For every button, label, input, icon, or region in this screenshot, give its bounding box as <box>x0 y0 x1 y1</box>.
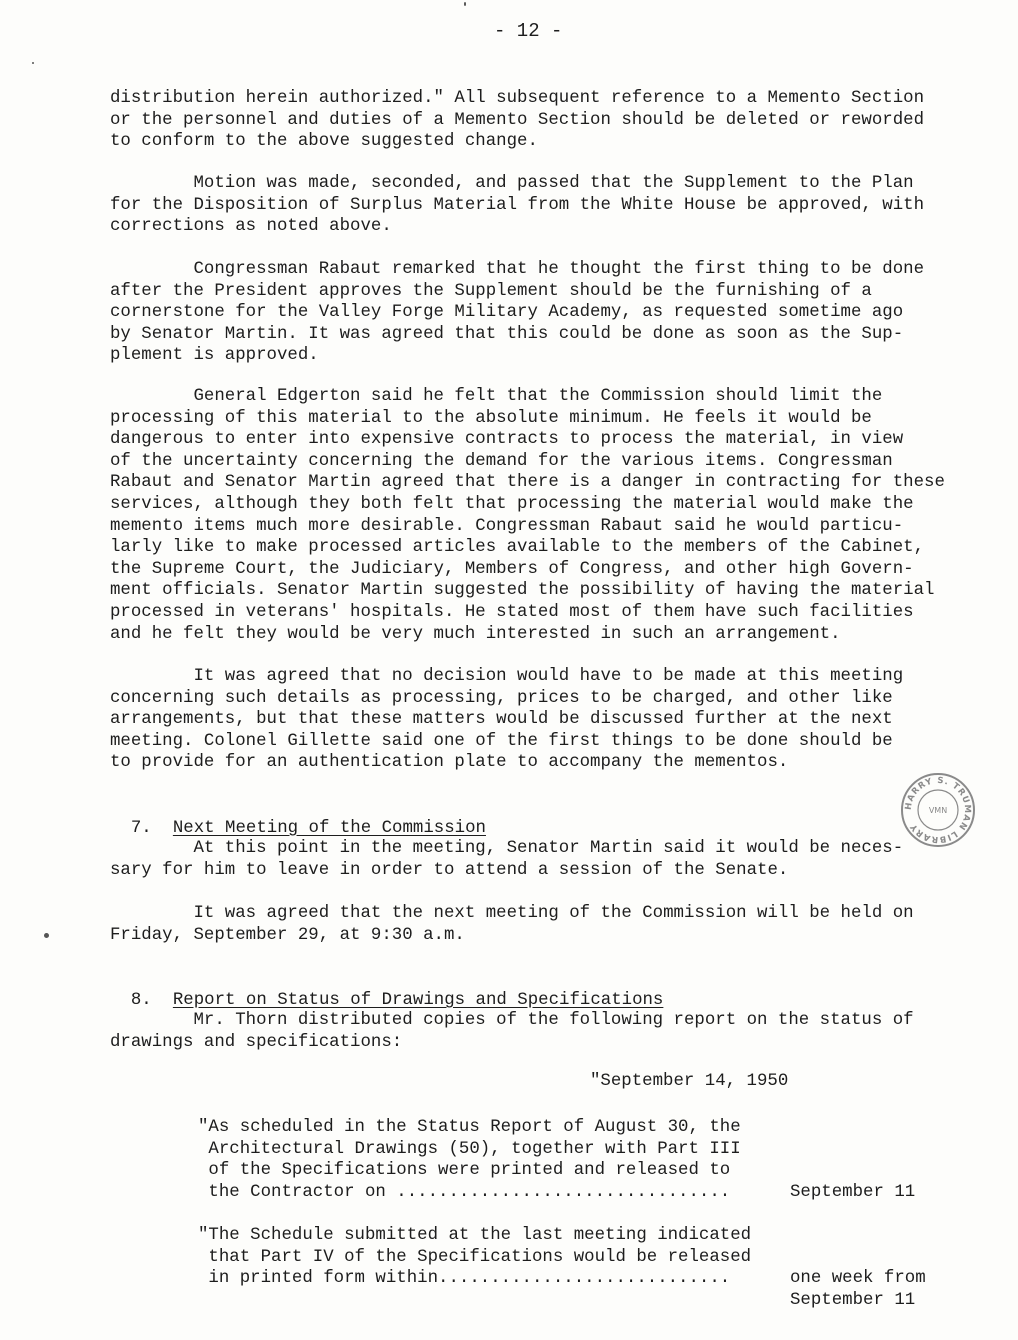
scan-speck <box>464 2 466 6</box>
text-line: "As scheduled in the Status Report of August 30, the <box>198 1118 741 1137</box>
text-line: of the Specifications were printed and released to <box>198 1161 731 1181</box>
text-line: to provide for an authentication plate to accompany the mementos. <box>110 753 789 773</box>
stamp-ring-text: HARRY S. TRUMAN LIBRARY <box>903 775 973 845</box>
text-line: after the President approves the Supplement should be the furnishing of a <box>110 281 872 301</box>
paragraph-memento-section <box>110 88 960 153</box>
text-line: processing of this material to the absolute minimum. He feels it would be <box>110 408 872 428</box>
text-line: services, although they both felt that processing the material would make the <box>110 494 914 514</box>
text-line: sary for him to leave in order to attend a session of the Senate. <box>110 860 789 880</box>
paragraph-next-meeting-date <box>110 903 960 946</box>
text-line: It was agreed that no decision would have to be made at this meeting <box>110 667 904 686</box>
text-line: memento items much more desirable. Congressman Rabaut said he would particu- <box>110 516 904 536</box>
text-line: plement is approved. <box>110 346 319 366</box>
section-heading-next-meeting <box>110 796 486 840</box>
report-item-date <box>790 1182 915 1204</box>
text-line: At this point in the meeting, Senator Martin said it would be neces- <box>110 839 904 858</box>
paragraph-motion-approved <box>110 173 960 238</box>
text-line: Mr. Thorn distributed copies of the following report on the status of <box>110 1011 914 1030</box>
text-line: for the Disposition of Surplus Material from the White House be approved, with <box>110 195 925 215</box>
stamp-center-text: VMN <box>928 806 948 815</box>
page-number: - 12 - <box>494 20 563 42</box>
text-line: meeting. Colonel Gillette said one of the first things to be done should be <box>110 731 893 751</box>
text-line: processed in veterans' hospitals. He stated most of them have such facilities <box>110 602 914 622</box>
text-line: Architectural Drawings (50), together with Part III <box>198 1139 741 1159</box>
text-line: by Senator Martin. It was agreed that this could be done as soon as the Sup- <box>110 324 904 344</box>
section-number: 7. <box>130 819 152 838</box>
scan-speck <box>44 933 49 938</box>
text-line: arrangements, but that these matters would be discussed further at the next <box>110 710 893 730</box>
text-line: "The Schedule submitted at the last meeting indicated <box>198 1226 752 1245</box>
text-line: corrections as noted above. <box>110 217 392 237</box>
text-line: larly like to make processed articles available to the members of the Cabinet, <box>110 538 925 558</box>
section-heading-drawings-status <box>110 968 663 1012</box>
text-line: cornerstone for the Valley Forge Military Academy, as requested sometime ago <box>110 303 904 323</box>
text-line: the Contractor on ................................ <box>198 1182 731 1202</box>
text-line: concerning such details as processing, prices to be charged, and other like <box>110 688 893 708</box>
text-line: that Part IV of the Specifications would be released <box>198 1247 752 1267</box>
paragraph-martin-leaves <box>110 838 960 881</box>
section-title: Next Meeting of the Commission <box>172 819 486 838</box>
text-line: ment officials. Senator Martin suggested the possibility of having the material <box>110 581 935 601</box>
text-line: to conform to the above suggested change. <box>110 132 538 152</box>
text-line: in printed form within............................ <box>198 1269 731 1289</box>
date-text: one week from <box>790 1269 926 1288</box>
section-number: 8. <box>130 991 152 1010</box>
library-stamp-icon <box>900 772 976 848</box>
text-line: and he felt they would be very much interested in such an arrangement. <box>110 624 841 644</box>
text-line: Motion was made, seconded, and passed that the Supplement to the Plan <box>110 174 914 193</box>
report-item-date <box>790 1268 926 1311</box>
text-line: Congressman Rabaut remarked that he thought the first thing to be done <box>110 260 925 279</box>
paragraph-thorn-report-intro <box>110 1010 960 1053</box>
paragraph-rabaut-cornerstone <box>110 259 960 367</box>
paragraph-no-decision <box>110 666 960 774</box>
scan-speck <box>32 62 34 64</box>
text-line: the Supreme Court, the Judiciary, Members of Congress, and other high Govern- <box>110 559 914 579</box>
text-line: or the personnel and duties of a Memento Section should be deleted or reworded <box>110 110 925 130</box>
text-line: drawings and specifications: <box>110 1032 403 1052</box>
text-line: dangerous to enter into expensive contracts to process the material, in view <box>110 430 904 450</box>
report-date: "September 14, 1950 <box>590 1072 789 1091</box>
text-line: Rabaut and Senator Martin agreed that there is a danger in contracting for these <box>110 473 945 493</box>
text-line: It was agreed that the next meeting of the Commission will be held on <box>110 904 914 923</box>
text-line: General Edgerton said he felt that the Commission should limit the <box>110 387 883 406</box>
date-text: September 11 <box>790 1183 916 1202</box>
text-line: distribution herein authorized." All subsequent reference to a Memento Section <box>110 89 925 108</box>
text-line: of the uncertainty concerning the demand for the various items. Congressman <box>110 451 893 471</box>
date-text: September 11 <box>790 1290 916 1310</box>
paragraph-edgerton-processing <box>110 386 960 645</box>
section-title: Report on Status of Drawings and Specifications <box>172 991 664 1010</box>
text-line: Friday, September 29, at 9:30 a.m. <box>110 925 465 945</box>
